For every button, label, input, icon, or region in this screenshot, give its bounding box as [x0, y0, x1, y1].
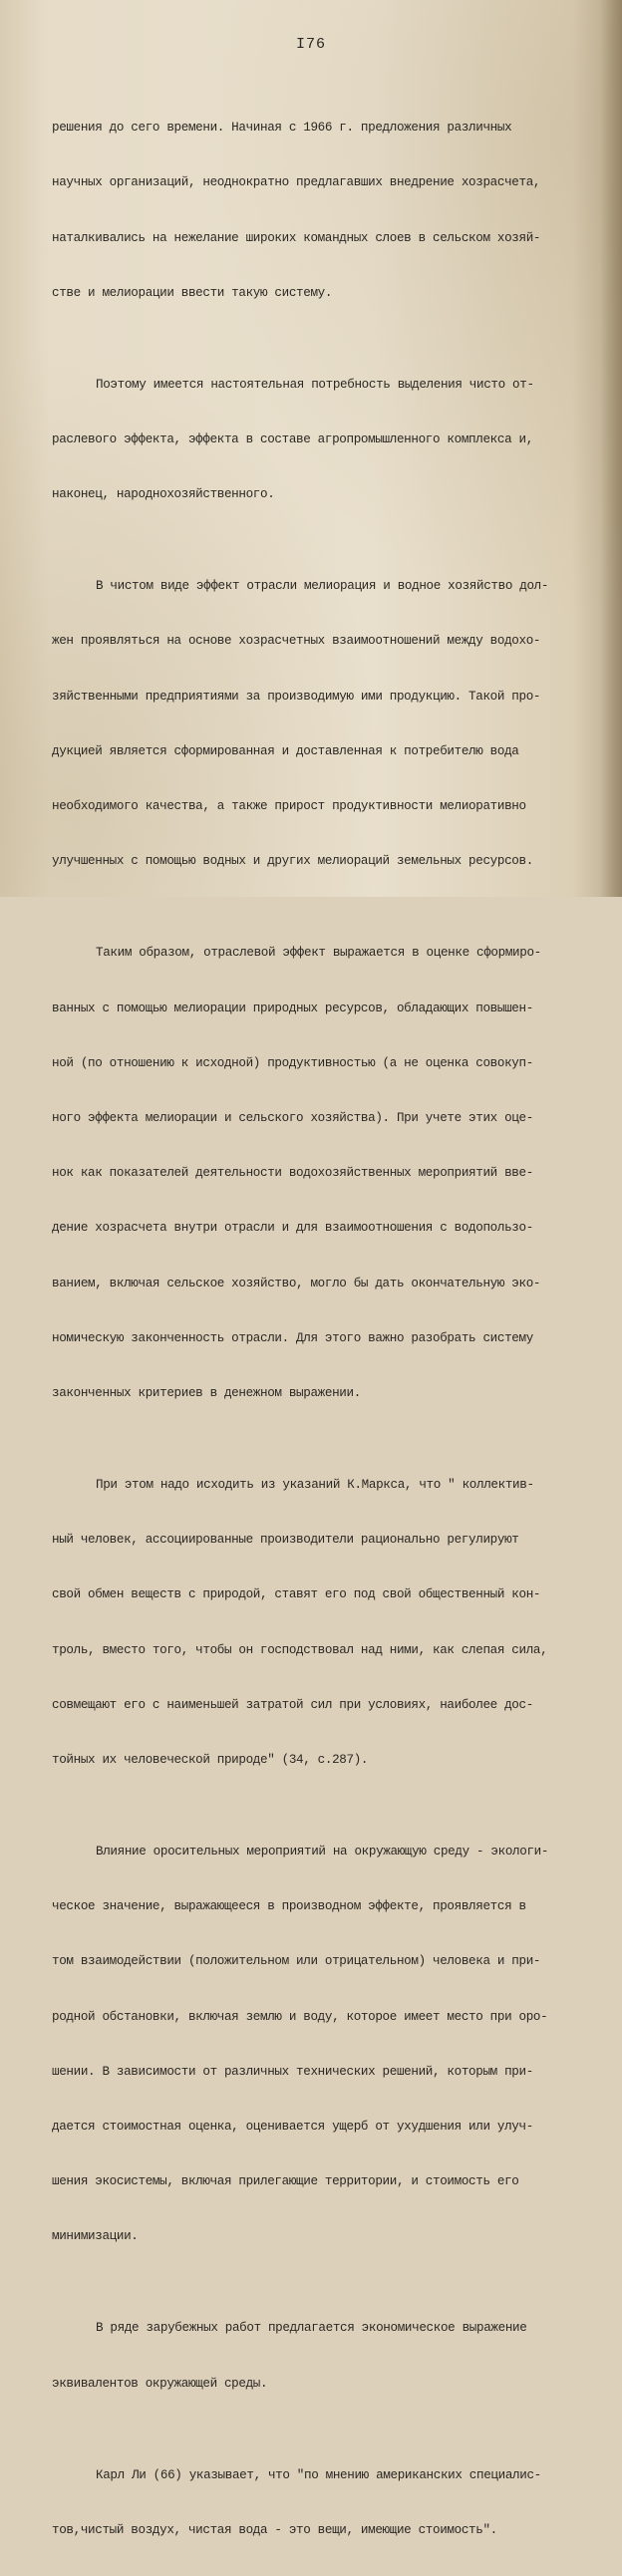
- text-line: номическую законченность отрасли. Для этого важно разобрать систему: [52, 1330, 533, 1345]
- text-line: дается стоимостная оценка, оценивается ущерб от ухудшения или улуч-: [52, 2119, 533, 2134]
- text-line-indented: В чистом виде эффект отрасли мелиорация и водное хозяйство дол-: [96, 579, 549, 594]
- text-line: дение хозрасчета внутри отрасли и для взаимоотношения с водопользо-: [52, 1221, 533, 1236]
- text-line-indented: В ряде зарубежных работ предлагается экономическое выражение: [96, 2321, 527, 2336]
- text-line: ческое значение, выражающееся в производном эффекте, проявляется в: [52, 1899, 526, 1914]
- text-line: раслевого эффекта, эффекта в составе агропромышленного комплекса и,: [52, 432, 533, 447]
- text-line: тойных их человеческой природе" (34, с.287).: [52, 1752, 369, 1767]
- text-line: ной (по отношению к исходной) продуктивностью (а не оценка совокуп-: [52, 1055, 533, 1070]
- text-line: минимизации.: [52, 2229, 139, 2244]
- text-line-indented: Влияние оросительных мероприятий на окружающую среду - экологи-: [96, 1844, 549, 1859]
- text-line-indented: Карл Ли (66) указывает, что "по мнению американских специалис-: [96, 2467, 541, 2482]
- text-line: нок как показателей деятельности водохозяйственных мероприятий вве-: [52, 1166, 533, 1181]
- text-line: троль, вместо того, чтобы он господствовал над ними, как слепая сила,: [52, 1642, 548, 1657]
- text-line: том взаимодействии (положительном или отрицательном) человека и при-: [52, 1954, 541, 1969]
- text-line: шении. В зависимости от различных технических решений, которым при-: [52, 2064, 533, 2079]
- text-line: наталкивались на нежелание широких командных слоев в сельском хозяй-: [52, 230, 541, 245]
- text-line: ного эффекта мелиорации и сельского хозяйства). При учете этих оце-: [52, 1110, 533, 1125]
- text-line: улучшенных с помощью водных и других мелиораций земельных ресурсов.: [52, 854, 533, 869]
- text-line: родной обстановки, включая землю и воду, которое имеет место при оро-: [52, 2009, 548, 2024]
- text-line-indented: Таким образом, отраслевой эффект выражается в оценке сформиро-: [96, 946, 541, 961]
- text-line: ванием, включая сельское хозяйство, могло бы дать окончательную эко-: [52, 1276, 541, 1290]
- text-line: жен проявляться на основе хозрасчетных взаимоотношений между водохо-: [52, 634, 541, 649]
- text-line: шения экосистемы, включая прилегающие территории, и стоимость его: [52, 2174, 519, 2189]
- page-number: I76: [295, 36, 326, 53]
- text-line: тов,чистый воздух, чистая вода - это вещи, имеющие стоимость".: [52, 2522, 497, 2537]
- text-line-indented: Поэтому имеется настоятельная потребность выделения чисто от-: [96, 377, 534, 392]
- text-line: ный человек, ассоциированные производители рационально регулируют: [52, 1533, 519, 1548]
- text-line-indented: При этом надо исходить из указаний К.Маркса, что " коллектив-: [96, 1477, 534, 1492]
- text-line: решения до сего времени. Начиная с 1966 г. предложения различных: [52, 121, 512, 136]
- text-line: стве и мелиорации ввести такую систему.: [52, 285, 333, 300]
- text-line: необходимого качества, а также прирост продуктивности мелиоративно: [52, 799, 526, 814]
- text-line: свой обмен веществ с природой, ставят его под свой общественный кон-: [52, 1587, 541, 1602]
- text-line: законченных критериев в денежном выражении.: [52, 1385, 361, 1400]
- text-line: ванных с помощью мелиорации природных ресурсов, обладающих повышен-: [52, 1001, 533, 1015]
- text-line: зяйственными предприятиями за производимую ими продукцию. Такой про-: [52, 689, 541, 704]
- body-text: [52, 64, 606, 2576]
- text-line: научных организаций, неоднократно предлагавших внедрение хозрасчета,: [52, 175, 541, 190]
- text-line: наконец, народнохозяйственного.: [52, 487, 275, 502]
- text-line: эквивалентов окружающей среды.: [52, 2376, 268, 2391]
- text-line: дукцией является сформированная и доставленная к потребителю вода: [52, 743, 519, 758]
- text-line: совмещают его с наименьшей затратой сил при условиях, наиболее дос-: [52, 1697, 533, 1712]
